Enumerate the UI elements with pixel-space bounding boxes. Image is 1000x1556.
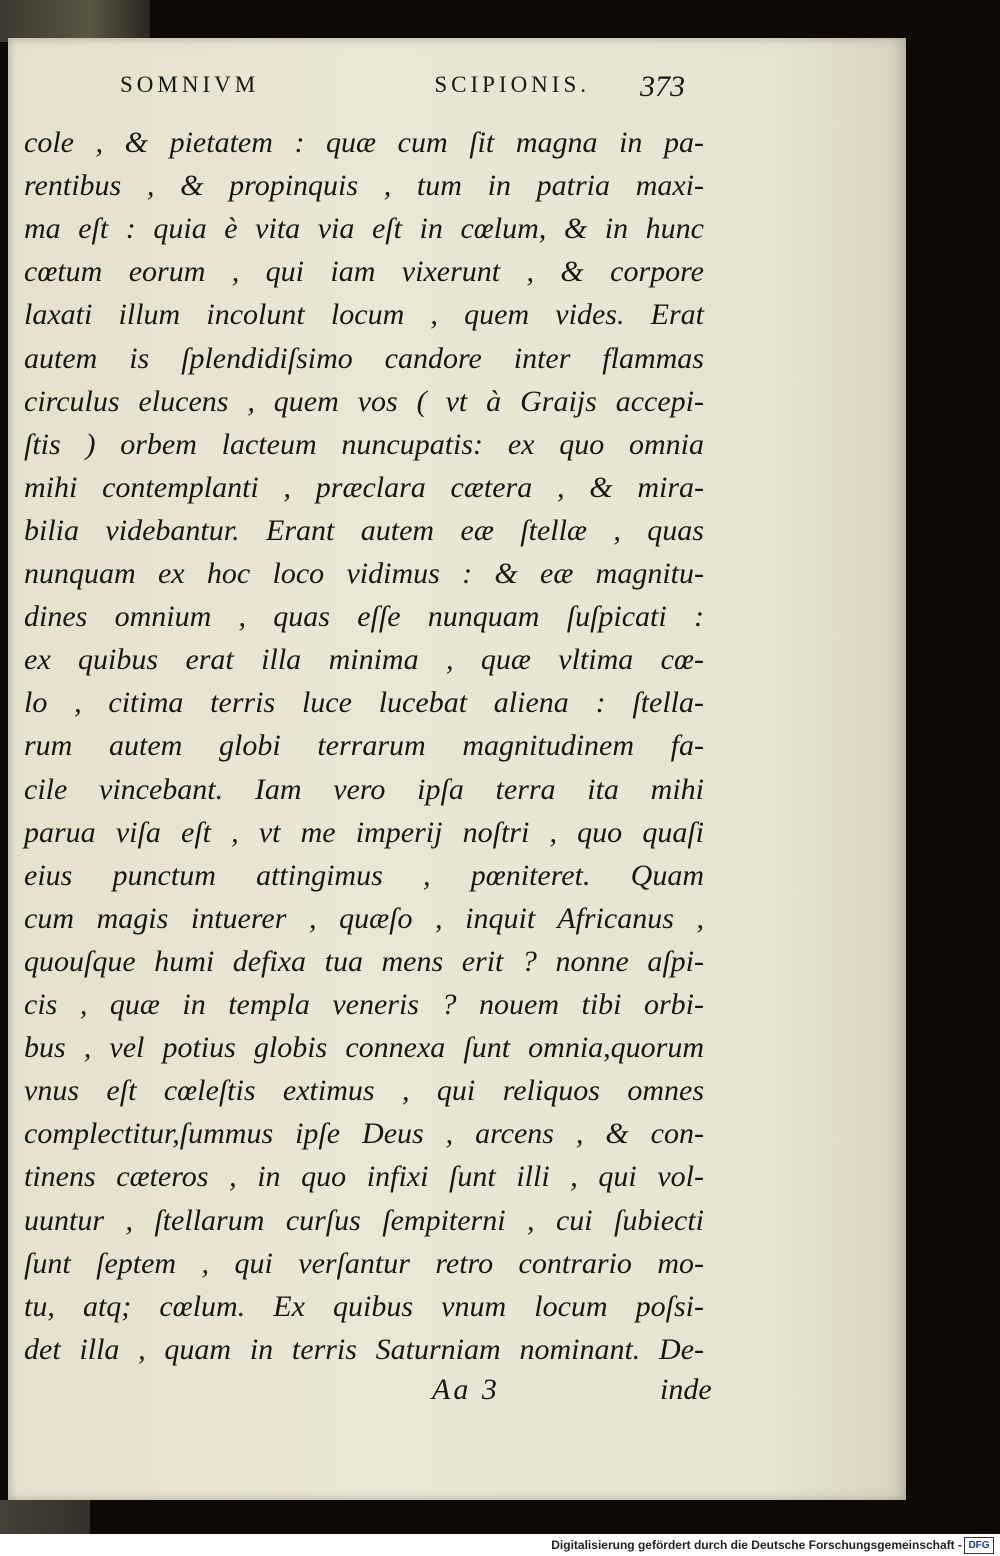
text-line: ma eſt : quia è vita via eſt in cœlum, & in hunc [24, 212, 704, 246]
text-line: cile vincebant. Iam vero ipſa terra ita mihi [24, 772, 704, 806]
text-line: vnus eſt cœleſtis extimus , qui reliquos omnes [24, 1074, 704, 1108]
footer-credit: Digitalisierung gefördert durch die Deutsche Forschungsgemeinschaft - [551, 1538, 962, 1552]
text-line: lo , citima terris luce lucebat aliena : ſtella- [24, 686, 704, 720]
neighbor-page-edge [0, 0, 150, 42]
text-line: uuntur , ſtellarum curſus ſempiterni , cui ſubiecti [24, 1203, 704, 1237]
text-line: eius punctum attingimus , pœniteret. Quam [24, 858, 704, 892]
text-line: parua viſa eſt , vt me imperij noſtri , quo quaſi [24, 815, 704, 849]
text-line: mihi contemplanti , præclara cætera , & mira- [24, 470, 704, 504]
text-line: cum magis intuerer , quæſo , inquit Africanus , [24, 901, 704, 935]
running-head-right: SCIPIONIS. [434, 72, 590, 97]
neighbor-page-edge-bottom [0, 1500, 90, 1534]
text-line: rentibus , & propinquis , tum in patria maxi- [24, 169, 704, 203]
text-line: det illa , quam in terris Saturniam nominant. De- [24, 1332, 704, 1366]
text-line: ſunt ſeptem , qui verſantur retro contrario mo- [24, 1246, 704, 1280]
text-line: cœtum eorum , qui iam vixerunt , & corpore [24, 255, 704, 289]
text-line: autem is ſplendidiſsimo candore inter flammas [24, 341, 704, 375]
text-line: laxati illum incolunt locum , quem vides. Erat [24, 298, 704, 332]
text-line: bilia videbantur. Erant autem eæ ſtellæ , quas [24, 513, 704, 547]
dfg-logo: DFG [964, 1537, 994, 1554]
text-line: tinens cæteros , in quo infixi ſunt illi , qui vol- [24, 1160, 704, 1194]
footer-bar [0, 1534, 1000, 1556]
text-line: tu, atq; cœlum. Ex quibus vnum locum poſsi- [24, 1289, 704, 1323]
text-line: cole , & pietatem : quæ cum ſit magna in pa- [24, 126, 704, 159]
page-number: 373 [640, 70, 685, 103]
text-line: bus , vel potius globis connexa ſunt omnia,quorum [24, 1031, 704, 1065]
text-line: ex quibus erat illa minima , quæ vltima cœ- [24, 643, 704, 677]
text-line: nunquam ex hoc loco vidimus : & eæ magnitu- [24, 557, 704, 590]
catchword: inde [660, 1373, 712, 1406]
text-line: circulus elucens , quem vos ( vt à Graijs accepi- [24, 384, 704, 418]
text-line: dines omnium , quas eſſe nunquam ſuſpicati : [24, 600, 704, 634]
signature-mark: Aa 3 [432, 1373, 500, 1406]
running-head [120, 72, 590, 98]
running-head-left: SOMNIVM [120, 72, 260, 97]
text-line: cis , quæ in templa veneris ? nouem tibi orbi- [24, 988, 704, 1021]
text-line: ſtis ) orbem lacteum nuncupatis: ex quo omnia [24, 427, 704, 461]
text-line: complectitur,ſummus ipſe Deus , arcens , & con- [24, 1117, 704, 1151]
text-line: rum autem globi terrarum magnitudinem fa- [24, 729, 704, 763]
text-line: quouſque humi defixa tua mens erit ? nonne aſpi- [24, 944, 704, 978]
